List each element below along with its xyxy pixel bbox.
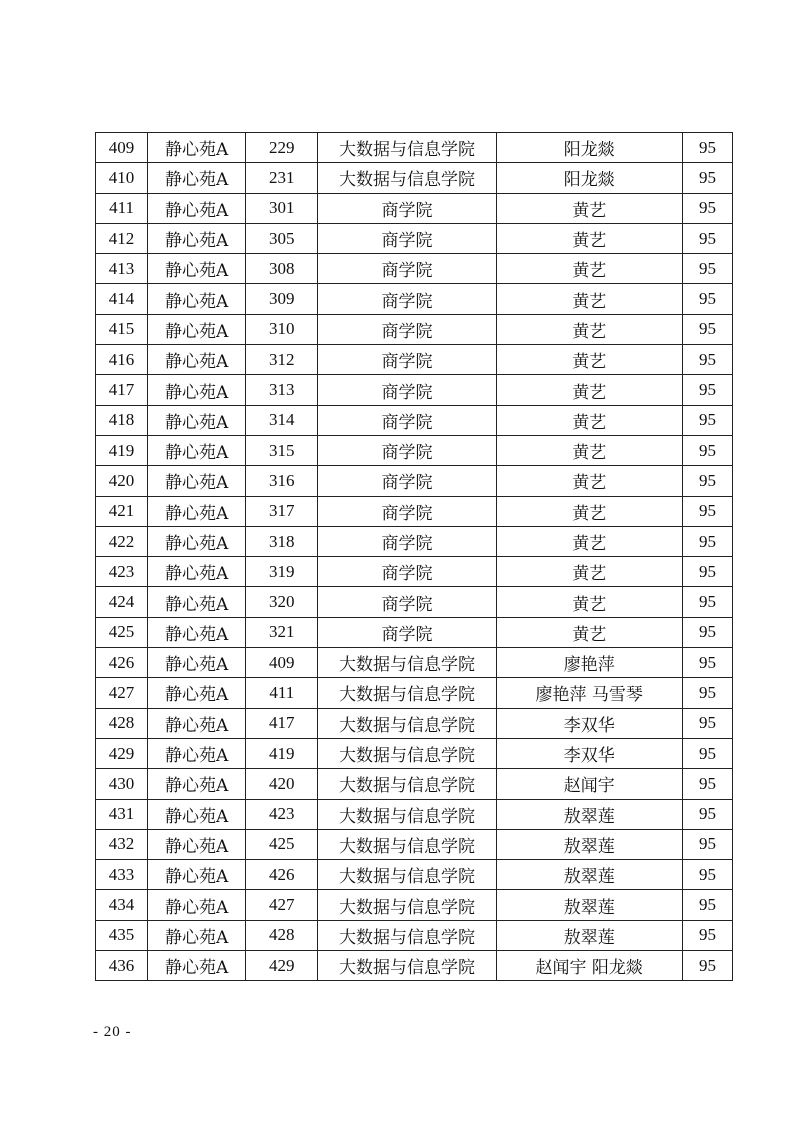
college-cell: 大数据与信息学院 [318, 648, 496, 678]
score-cell: 95 [682, 314, 732, 344]
building-cell: 静心苑A [148, 920, 246, 950]
building-cell: 静心苑A [148, 829, 246, 859]
score-cell: 95 [682, 163, 732, 193]
row-number-cell: 428 [96, 708, 148, 738]
room-number-cell: 423 [246, 799, 318, 829]
room-number-cell: 417 [246, 708, 318, 738]
college-cell: 大数据与信息学院 [318, 708, 496, 738]
responsible-person-cell: 敖翠莲 [496, 799, 682, 829]
building-cell: 静心苑A [148, 254, 246, 284]
room-number-cell: 316 [246, 466, 318, 496]
row-number-cell: 436 [96, 951, 148, 981]
row-number-cell: 419 [96, 435, 148, 465]
college-cell: 大数据与信息学院 [318, 920, 496, 950]
room-number-cell: 309 [246, 284, 318, 314]
room-number-cell: 321 [246, 617, 318, 647]
building-cell: 静心苑A [148, 890, 246, 920]
score-cell: 95 [682, 920, 732, 950]
table-row [96, 345, 733, 375]
score-cell: 95 [682, 526, 732, 556]
responsible-person-cell: 敖翠莲 [496, 829, 682, 859]
score-cell: 95 [682, 284, 732, 314]
building-cell: 静心苑A [148, 587, 246, 617]
college-cell: 大数据与信息学院 [318, 890, 496, 920]
responsible-person-cell: 黄艺 [496, 405, 682, 435]
responsible-person-cell: 敖翠莲 [496, 890, 682, 920]
score-cell: 95 [682, 890, 732, 920]
responsible-person-cell: 黄艺 [496, 526, 682, 556]
building-cell: 静心苑A [148, 708, 246, 738]
college-cell: 商学院 [318, 617, 496, 647]
responsible-person-cell: 黄艺 [496, 193, 682, 223]
responsible-person-cell: 李双华 [496, 738, 682, 768]
row-number-cell: 435 [96, 920, 148, 950]
table-row [96, 526, 733, 556]
building-cell: 静心苑A [148, 223, 246, 253]
row-number-cell: 416 [96, 345, 148, 375]
table-row [96, 860, 733, 890]
table-body [96, 133, 733, 981]
table-row [96, 284, 733, 314]
college-cell: 商学院 [318, 435, 496, 465]
room-number-cell: 411 [246, 678, 318, 708]
responsible-person-cell: 黄艺 [496, 466, 682, 496]
table-row [96, 587, 733, 617]
college-cell: 商学院 [318, 284, 496, 314]
score-cell: 95 [682, 617, 732, 647]
table-row [96, 617, 733, 647]
room-number-cell: 315 [246, 435, 318, 465]
row-number-cell: 417 [96, 375, 148, 405]
score-cell: 95 [682, 193, 732, 223]
responsible-person-cell: 黄艺 [496, 284, 682, 314]
responsible-person-cell: 阳龙燚 [496, 163, 682, 193]
row-number-cell: 414 [96, 284, 148, 314]
row-number-cell: 430 [96, 769, 148, 799]
responsible-person-cell: 敖翠莲 [496, 860, 682, 890]
row-number-cell: 425 [96, 617, 148, 647]
college-cell: 商学院 [318, 587, 496, 617]
building-cell: 静心苑A [148, 345, 246, 375]
score-cell: 95 [682, 435, 732, 465]
table-row [96, 375, 733, 405]
table-row [96, 223, 733, 253]
college-cell: 商学院 [318, 526, 496, 556]
room-number-cell: 317 [246, 496, 318, 526]
responsible-person-cell: 廖艳萍 [496, 648, 682, 678]
building-cell: 静心苑A [148, 860, 246, 890]
building-cell: 静心苑A [148, 405, 246, 435]
row-number-cell: 427 [96, 678, 148, 708]
building-cell: 静心苑A [148, 526, 246, 556]
score-cell: 95 [682, 133, 732, 163]
college-cell: 商学院 [318, 345, 496, 375]
table-row [96, 496, 733, 526]
room-number-cell: 231 [246, 163, 318, 193]
college-cell: 商学院 [318, 223, 496, 253]
college-cell: 商学院 [318, 375, 496, 405]
row-number-cell: 423 [96, 557, 148, 587]
row-number-cell: 412 [96, 223, 148, 253]
building-cell: 静心苑A [148, 284, 246, 314]
score-cell: 95 [682, 648, 732, 678]
table-row [96, 769, 733, 799]
room-number-cell: 308 [246, 254, 318, 284]
room-number-cell: 305 [246, 223, 318, 253]
room-number-cell: 310 [246, 314, 318, 344]
score-cell: 95 [682, 799, 732, 829]
building-cell: 静心苑A [148, 799, 246, 829]
row-number-cell: 418 [96, 405, 148, 435]
room-number-cell: 229 [246, 133, 318, 163]
building-cell: 静心苑A [148, 133, 246, 163]
score-cell: 95 [682, 829, 732, 859]
table-row [96, 678, 733, 708]
college-cell: 大数据与信息学院 [318, 769, 496, 799]
room-number-cell: 427 [246, 890, 318, 920]
responsible-person-cell: 赵闻宇 [496, 769, 682, 799]
row-number-cell: 413 [96, 254, 148, 284]
room-number-cell: 426 [246, 860, 318, 890]
room-number-cell: 419 [246, 738, 318, 768]
table-row [96, 254, 733, 284]
page-number: - 20 - [93, 1024, 132, 1040]
responsible-person-cell: 李双华 [496, 708, 682, 738]
college-cell: 商学院 [318, 557, 496, 587]
score-cell: 95 [682, 345, 732, 375]
responsible-person-cell: 黄艺 [496, 314, 682, 344]
row-number-cell: 426 [96, 648, 148, 678]
college-cell: 商学院 [318, 405, 496, 435]
table-row [96, 890, 733, 920]
table-row [96, 466, 733, 496]
responsible-person-cell: 黄艺 [496, 587, 682, 617]
room-number-cell: 313 [246, 375, 318, 405]
college-cell: 大数据与信息学院 [318, 678, 496, 708]
row-number-cell: 420 [96, 466, 148, 496]
building-cell: 静心苑A [148, 466, 246, 496]
row-number-cell: 429 [96, 738, 148, 768]
row-number-cell: 434 [96, 890, 148, 920]
room-number-cell: 425 [246, 829, 318, 859]
score-cell: 95 [682, 375, 732, 405]
room-number-cell: 429 [246, 951, 318, 981]
table-row [96, 557, 733, 587]
table-row [96, 405, 733, 435]
score-cell: 95 [682, 587, 732, 617]
score-cell: 95 [682, 496, 732, 526]
table-row [96, 708, 733, 738]
building-cell: 静心苑A [148, 738, 246, 768]
room-number-cell: 420 [246, 769, 318, 799]
responsible-person-cell: 阳龙燚 [496, 133, 682, 163]
score-cell: 95 [682, 223, 732, 253]
table-row [96, 163, 733, 193]
table-row [96, 799, 733, 829]
table-row [96, 920, 733, 950]
building-cell: 静心苑A [148, 375, 246, 405]
college-cell: 商学院 [318, 314, 496, 344]
building-cell: 静心苑A [148, 648, 246, 678]
building-cell: 静心苑A [148, 557, 246, 587]
room-number-cell: 312 [246, 345, 318, 375]
building-cell: 静心苑A [148, 163, 246, 193]
row-number-cell: 422 [96, 526, 148, 556]
score-cell: 95 [682, 951, 732, 981]
responsible-person-cell: 黄艺 [496, 375, 682, 405]
row-number-cell: 409 [96, 133, 148, 163]
room-number-cell: 318 [246, 526, 318, 556]
responsible-person-cell: 敖翠莲 [496, 920, 682, 950]
row-number-cell: 421 [96, 496, 148, 526]
table-row [96, 738, 733, 768]
responsible-person-cell: 赵闻宇 阳龙燚 [496, 951, 682, 981]
table-row [96, 648, 733, 678]
row-number-cell: 410 [96, 163, 148, 193]
responsible-person-cell: 黄艺 [496, 435, 682, 465]
responsible-person-cell: 黄艺 [496, 254, 682, 284]
row-number-cell: 424 [96, 587, 148, 617]
row-number-cell: 431 [96, 799, 148, 829]
room-number-cell: 428 [246, 920, 318, 950]
college-cell: 商学院 [318, 496, 496, 526]
college-cell: 大数据与信息学院 [318, 163, 496, 193]
building-cell: 静心苑A [148, 496, 246, 526]
score-cell: 95 [682, 738, 732, 768]
college-cell: 大数据与信息学院 [318, 133, 496, 163]
college-cell: 商学院 [318, 466, 496, 496]
room-number-cell: 301 [246, 193, 318, 223]
row-number-cell: 432 [96, 829, 148, 859]
row-number-cell: 433 [96, 860, 148, 890]
room-number-cell: 314 [246, 405, 318, 435]
responsible-person-cell: 廖艳萍 马雪琴 [496, 678, 682, 708]
building-cell: 静心苑A [148, 193, 246, 223]
responsible-person-cell: 黄艺 [496, 496, 682, 526]
building-cell: 静心苑A [148, 314, 246, 344]
table-row [96, 435, 733, 465]
table-row [96, 133, 733, 163]
row-number-cell: 411 [96, 193, 148, 223]
building-cell: 静心苑A [148, 951, 246, 981]
table-row [96, 193, 733, 223]
college-cell: 大数据与信息学院 [318, 951, 496, 981]
college-cell: 商学院 [318, 193, 496, 223]
responsible-person-cell: 黄艺 [496, 345, 682, 375]
table-row [96, 829, 733, 859]
building-cell: 静心苑A [148, 435, 246, 465]
table-row [96, 314, 733, 344]
responsible-person-cell: 黄艺 [496, 617, 682, 647]
responsible-person-cell: 黄艺 [496, 557, 682, 587]
score-cell: 95 [682, 405, 732, 435]
score-cell: 95 [682, 254, 732, 284]
college-cell: 大数据与信息学院 [318, 829, 496, 859]
responsible-person-cell: 黄艺 [496, 223, 682, 253]
score-cell: 95 [682, 678, 732, 708]
table-row [96, 951, 733, 981]
room-number-cell: 409 [246, 648, 318, 678]
score-cell: 95 [682, 466, 732, 496]
building-cell: 静心苑A [148, 617, 246, 647]
score-cell: 95 [682, 769, 732, 799]
score-cell: 95 [682, 708, 732, 738]
room-number-cell: 320 [246, 587, 318, 617]
college-cell: 大数据与信息学院 [318, 860, 496, 890]
dormitory-score-table [95, 132, 733, 981]
row-number-cell: 415 [96, 314, 148, 344]
college-cell: 大数据与信息学院 [318, 799, 496, 829]
college-cell: 商学院 [318, 254, 496, 284]
score-cell: 95 [682, 860, 732, 890]
room-number-cell: 319 [246, 557, 318, 587]
building-cell: 静心苑A [148, 678, 246, 708]
college-cell: 大数据与信息学院 [318, 738, 496, 768]
building-cell: 静心苑A [148, 769, 246, 799]
score-cell: 95 [682, 557, 732, 587]
